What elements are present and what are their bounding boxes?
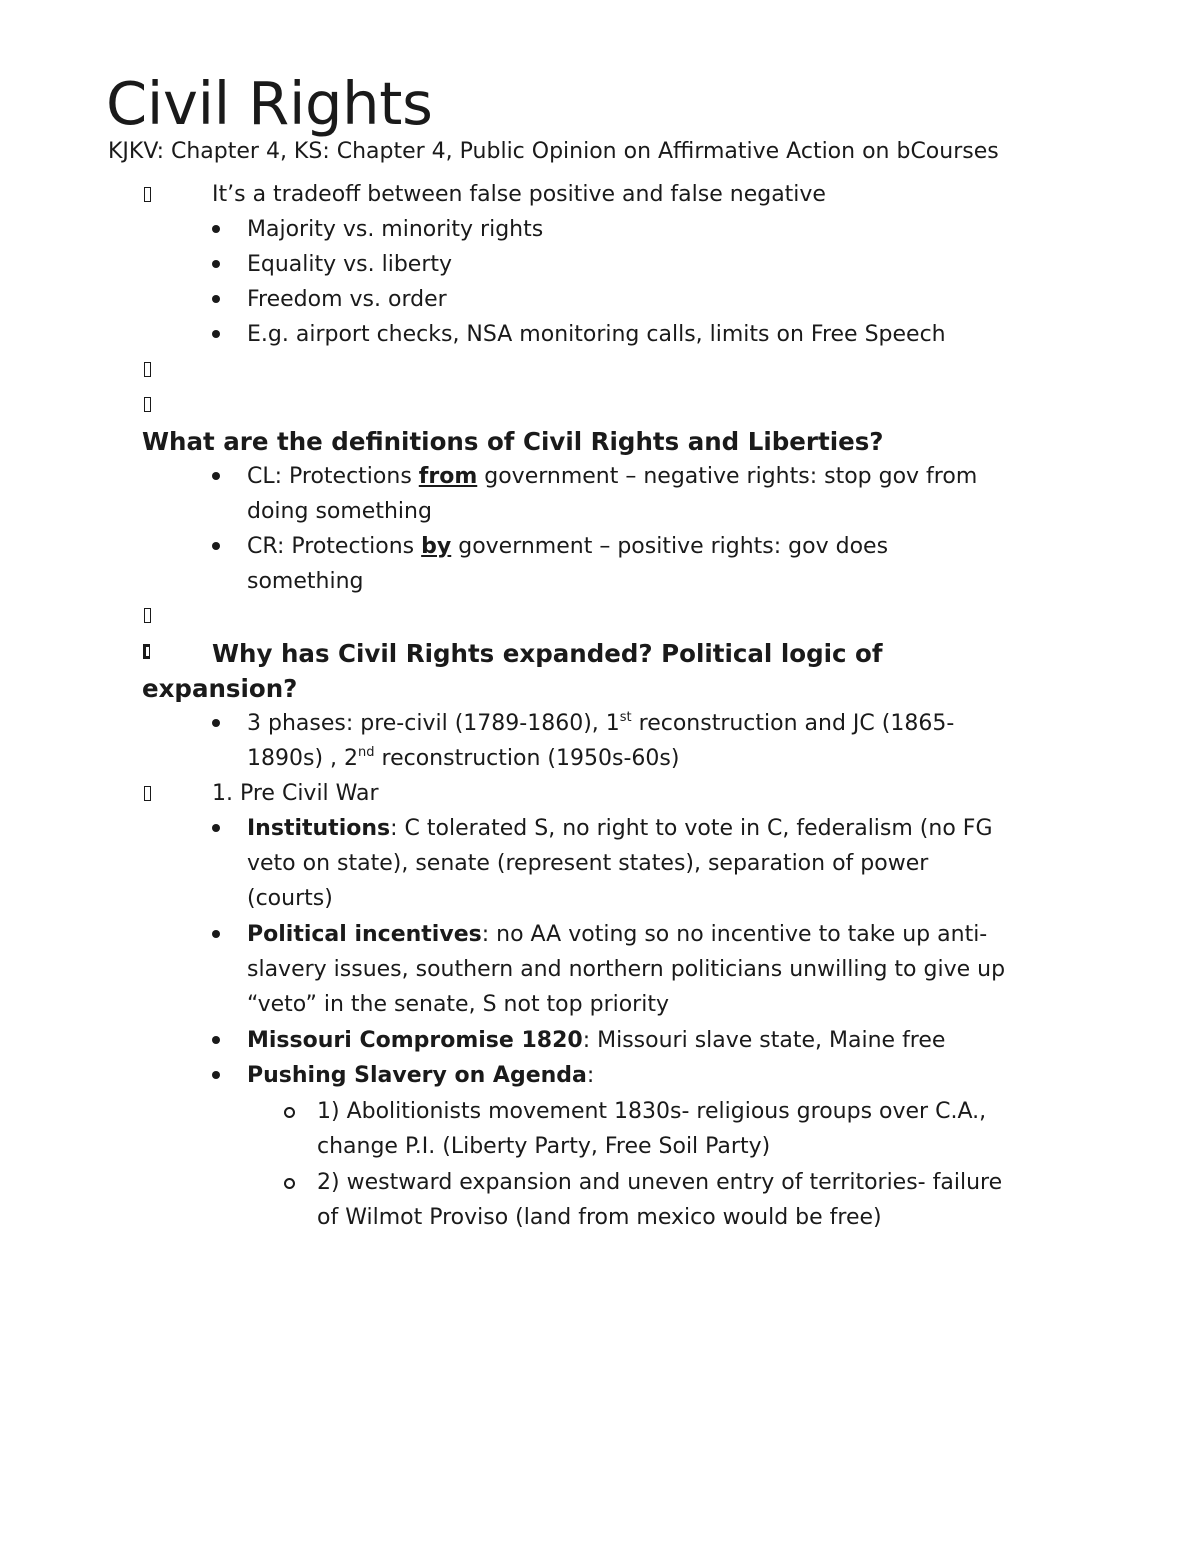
missouri-text: : Missouri slave state, Maine free (582, 1028, 946, 1053)
bullet-icon (212, 1036, 220, 1044)
pre-civil-war-label: 1. Pre Civil War (212, 781, 379, 806)
bullet-icon (212, 719, 220, 727)
section-heading-definitions: What are the definitions of Civil Rights and Liberties? (142, 427, 884, 456)
incentives-item (247, 920, 987, 950)
bullet-icon (212, 542, 220, 550)
cl-prefix: CL: Protections (247, 464, 419, 489)
section-heading-expansion: Why has Civil Rights expanded? Political logic of (212, 639, 883, 668)
institutions-item (247, 814, 993, 844)
sub-list-item: 1) Abolitionists movement 1830s- religious groups over C.A., (317, 1099, 987, 1124)
missouri-label: Missouri Compromise 1820 (247, 1028, 583, 1053)
cl-emphasis: from (418, 464, 478, 489)
phases-text: 3 phases: pre-civil (1789-1860), 1 (247, 711, 620, 736)
list-item: Equality vs. liberty (247, 252, 453, 277)
missouri-item (247, 1026, 945, 1056)
cr-rest: government – positive rights: gov does (451, 534, 889, 559)
bullet-icon (212, 472, 220, 480)
bullet-icon (212, 1071, 220, 1079)
section-heading-expansion-continued: expansion? (142, 674, 298, 703)
bullet-icon (212, 824, 220, 832)
incentives-continued: slavery issues, southern and northern politicians unwilling to give up (247, 957, 1006, 982)
tradeoff-text: It’s a tradeoff between false positive and false negative (212, 182, 826, 207)
page-subtitle: KJKV: Chapter 4, KS: Chapter 4, Public Opinion on Affirmative Action on bCourses (108, 139, 999, 164)
definition-cl-continued: doing something (247, 499, 432, 524)
incentives-continued: “veto” in the senate, S not top priority (247, 992, 669, 1017)
agenda-label: Pushing Slavery on Agenda (247, 1063, 587, 1088)
institutions-continued: (courts) (247, 886, 333, 911)
definition-cl (247, 462, 977, 492)
institutions-text: : C tolerated S, no right to vote in C, federalism (no FG (390, 816, 993, 841)
ordinal-suffix: st (619, 710, 632, 725)
cr-emphasis: by (421, 534, 452, 559)
phases-line-continued (247, 744, 679, 774)
missing-glyph-icon (144, 187, 151, 202)
list-item: Freedom vs. order (247, 287, 447, 312)
ordinal-suffix: nd (358, 745, 375, 760)
institutions-label: Institutions (247, 816, 391, 841)
sub-bullet-icon (284, 1107, 295, 1118)
phases-text: 1890s) , 2 (247, 746, 359, 771)
sub-list-item-continued: change P.I. (Liberty Party, Free Soil Party) (317, 1134, 771, 1159)
phases-line (247, 709, 954, 739)
page-title: Civil Rights (106, 69, 433, 138)
definition-cr (247, 532, 888, 562)
cr-prefix: CR: Protections (247, 534, 422, 559)
missing-glyph-icon (144, 397, 151, 412)
sub-bullet-icon (284, 1178, 295, 1189)
sub-list-item-continued: of Wilmot Proviso (land from mexico would be free) (317, 1205, 882, 1230)
incentives-text: : no AA voting so no incentive to take up anti- (481, 922, 988, 947)
phases-text: reconstruction and JC (1865- (631, 711, 955, 736)
bullet-icon (212, 225, 220, 233)
agenda-text: : (586, 1063, 595, 1088)
bullet-icon (212, 295, 220, 303)
incentives-label: Political incentives (247, 922, 482, 947)
institutions-continued: veto on state), senate (represent states), separation of power (247, 851, 929, 876)
missing-glyph-icon (143, 644, 150, 659)
cl-rest: government – negative rights: stop gov from (477, 464, 978, 489)
list-item: E.g. airport checks, NSA monitoring calls, limits on Free Speech (247, 322, 946, 347)
missing-glyph-icon (144, 362, 151, 377)
bullet-icon (212, 260, 220, 268)
missing-glyph-icon (144, 608, 151, 623)
agenda-item (247, 1061, 594, 1091)
bullet-icon (212, 930, 220, 938)
missing-glyph-icon (144, 786, 151, 801)
definition-cr-continued: something (247, 569, 364, 594)
sub-list-item: 2) westward expansion and uneven entry of territories- failure (317, 1170, 1003, 1195)
phases-text: reconstruction (1950s-60s) (374, 746, 680, 771)
bullet-icon (212, 330, 220, 338)
list-item: Majority vs. minority rights (247, 217, 544, 242)
